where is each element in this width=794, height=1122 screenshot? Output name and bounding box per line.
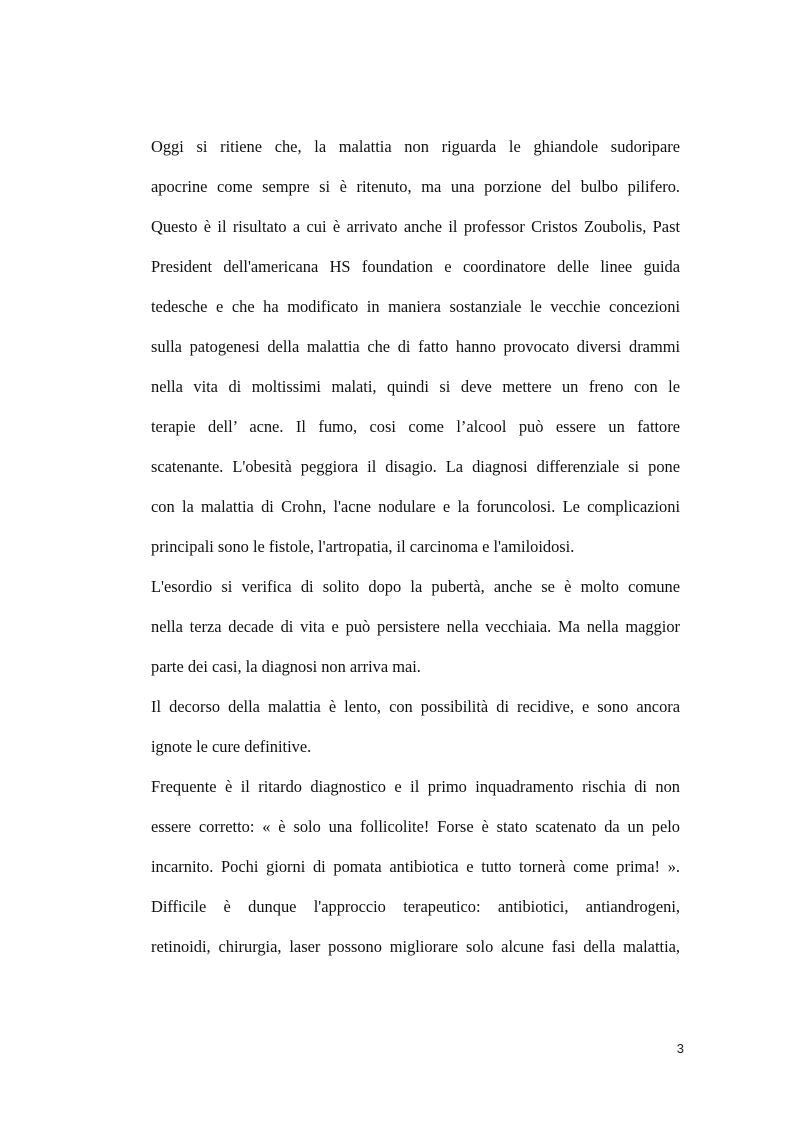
text-line: Frequente è il ritardo diagnostico e il primo inquadramento rischia di non — [151, 777, 680, 796]
text-line: President dell'americana HS foundation e coordinatore delle linee guida — [151, 257, 680, 276]
text-line: scatenante. L'obesità peggiora il disagio. La diagnosi differenziale si pone — [151, 457, 680, 476]
text-line: Il decorso della malattia è lento, con possibilità di recidive, e sono ancora — [151, 697, 680, 716]
body-text — [151, 127, 680, 967]
text-line-paragraph-end: parte dei casi, la diagnosi non arriva mai. — [151, 657, 421, 676]
text-line: L'esordio si verifica di solito dopo la pubertà, anche se è molto comune — [151, 577, 680, 596]
text-line: nella vita di moltissimi malati, quindi si deve mettere un freno con le — [151, 377, 680, 396]
text-line: Difficile è dunque l'approccio terapeutico: antibiotici, antiandrogeni, — [151, 897, 680, 916]
text-line: nella terza decade di vita e può persistere nella vecchiaia. Ma nella maggior — [151, 617, 680, 636]
text-line: apocrine come sempre si è ritenuto, ma una porzione del bulbo pilifero. — [151, 177, 680, 196]
text-line: retinoidi, chirurgia, laser possono migliorare solo alcune fasi della malattia, — [151, 937, 680, 956]
text-line-paragraph-end: principali sono le fistole, l'artropatia, il carcinoma e l'amiloidosi. — [151, 537, 575, 556]
text-line-paragraph-end: ignote le cure definitive. — [151, 737, 312, 756]
text-line: tedesche e che ha modificato in maniera sostanziale le vecchie concezioni — [151, 297, 680, 316]
text-line: incarnito. Pochi giorni di pomata antibiotica e tutto tornerà come prima! ». — [151, 857, 680, 876]
text-line: con la malattia di Crohn, l'acne nodulare e la foruncolosi. Le complicazioni — [151, 497, 680, 516]
text-line: terapie dell’ acne. Il fumo, cosi come l’alcool può essere un fattore — [151, 417, 680, 436]
text-line: Questo è il risultato a cui è arrivato anche il professor Cristos Zoubolis, Past — [151, 217, 680, 236]
text-line: essere corretto: « è solo una follicolite! Forse è stato scatenato da un pelo — [151, 817, 680, 836]
page-number: 3 — [676, 1041, 684, 1056]
text-line: Oggi si ritiene che, la malattia non riguarda le ghiandole sudoripare — [151, 137, 680, 156]
text-line: sulla patogenesi della malattia che di fatto hanno provocato diversi drammi — [151, 337, 680, 356]
